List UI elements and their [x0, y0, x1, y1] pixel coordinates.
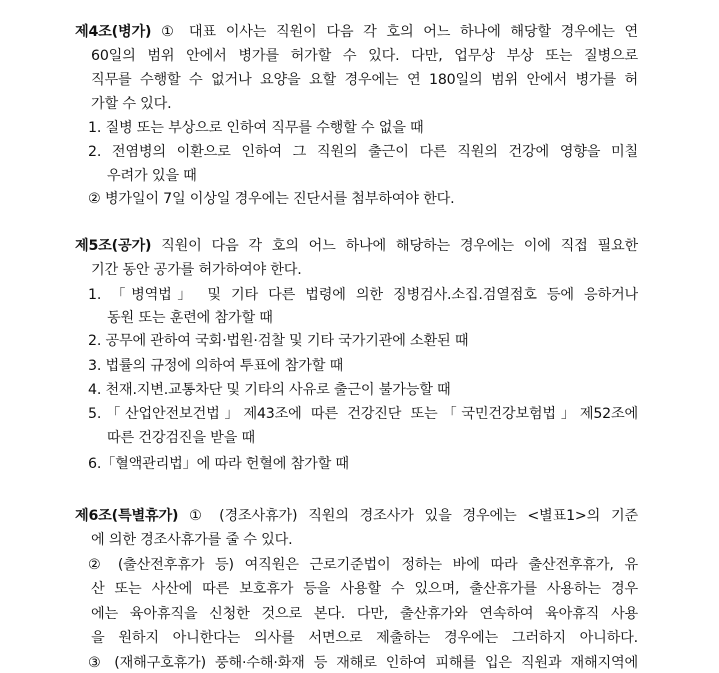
- article-4-item-2-cont: 우려가 있을 때: [107, 168, 197, 184]
- article-4-line-4: 가할 수 있다.: [91, 96, 172, 112]
- article-6-line-1: [75, 506, 638, 526]
- article-4-line-2: 60일의 범위 안에서 병가를 허가할 수 있다. 다만, 업무상 부상 또는 질병으로: [91, 48, 638, 64]
- article-4-item-2: 2. 전염병의 이환으로 인하여 그 직원의 출근이 다른 직원의 건강에 영향을 미칠: [88, 144, 638, 160]
- article-5-item-5: 5.「산업안전보건법」제43조에 따른 건강진단 또는「국민건강보험법」제52조에: [88, 406, 638, 422]
- article-6-title: 제6조(특별휴가): [75, 508, 179, 524]
- article-5-line-1: [75, 236, 638, 256]
- article-5-title: 제5조(공가): [75, 238, 152, 254]
- article-5-item-5-cont: 따른 건강검진을 받을 때: [107, 430, 255, 446]
- article-4-item-1: 1. 질병 또는 부상으로 인하여 직무를 수행할 수 없을 때: [88, 120, 424, 136]
- article-5-item-6: 6.「혈액관리법」에 따라 헌혈에 참가할 때: [88, 456, 349, 472]
- article-4-text-1: ① 대표 이사는 직원이 다음 각 호의 어느 하나에 해당할 경우에는 연: [161, 24, 638, 40]
- article-5-item-1: 1. 「병역법」 및 기타 다른 법령에 의한 징병검사.소집.검열점호 등에 응하거나: [88, 287, 638, 303]
- article-6-text-1: ① (경조사휴가) 직원의 경조사가 있을 경우에는 <별표1>의 기준: [189, 508, 638, 524]
- article-5-item-1-cont: 동원 또는 훈련에 참가할 때: [107, 310, 273, 326]
- article-4-line-3: 직무를 수행할 수 없거나 요양을 요할 경우에는 연 180일의 범위 안에서 병가를 허: [91, 72, 638, 88]
- article-4-title: 제4조(병가): [75, 24, 152, 40]
- article-4-paragraph-2: ② 병가일이 7일 이상일 경우에는 진단서를 첨부하여야 한다.: [88, 191, 455, 207]
- article-6-line-2: 에 의한 경조사휴가를 줄 수 있다.: [91, 532, 293, 548]
- article-5-text-1: 직원이 다음 각 호의 어느 하나에 해당하는 경우에는 이에 직접 필요한: [161, 238, 638, 254]
- article-5-item-4: 4. 천재.지변.교통차단 및 기타의 사유로 출근이 불가능할 때: [88, 382, 451, 398]
- article-5-item-2: 2. 공무에 관하여 국회·법원·검찰 및 기타 국가기관에 소환된 때: [88, 333, 469, 349]
- article-6-paragraph-3-line-1: ③ (재해구호휴가) 풍해·수해·화재 등 재해로 인하여 피해를 입은 직원과 재해지역에: [88, 655, 638, 671]
- article-6-paragraph-2-line-3: 에는 육아휴직을 신청한 것으로 본다. 다만, 출산휴가와 연속하여 육아휴직 사용: [91, 606, 638, 622]
- article-6-paragraph-2-line-4: 을 원하지 아니한다는 의사를 서면으로 제출하는 경우에는 그러하지 아니하다.: [91, 630, 638, 646]
- article-4-line-1: [75, 22, 638, 42]
- article-5-line-2: 기간 동안 공가를 허가하여야 한다.: [91, 262, 302, 278]
- article-6-paragraph-2-line-2: 산 또는 사산에 따른 보호휴가 등을 사용할 수 있으며, 출산휴가를 사용하는 경우: [91, 581, 638, 597]
- article-6-paragraph-2-line-1: ② (출산전후휴가 등) 여직원은 근로기준법이 정하는 바에 따라 출산전후휴가, 유: [88, 557, 638, 573]
- article-5-item-3: 3. 법률의 규정에 의하여 투표에 참가할 때: [88, 358, 344, 374]
